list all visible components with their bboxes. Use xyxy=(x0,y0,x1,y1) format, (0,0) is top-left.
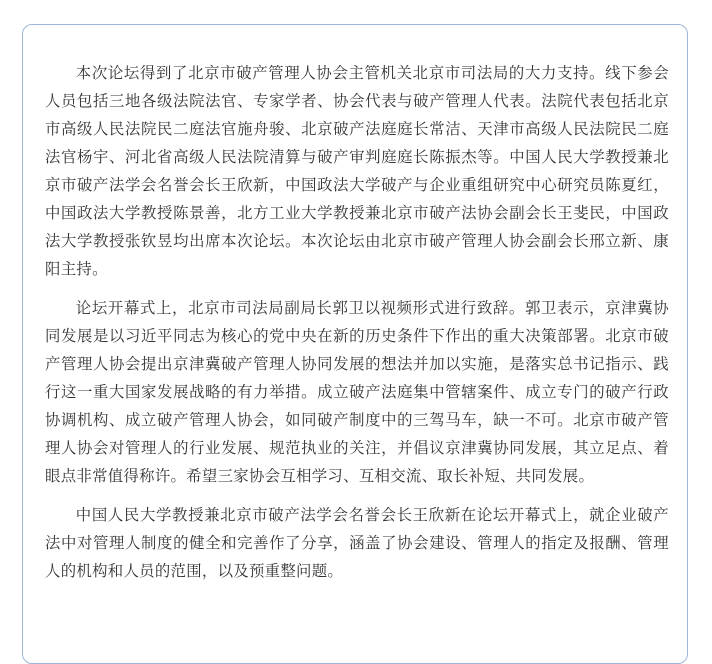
paragraph-forum-support: 本次论坛得到了北京市破产管理人协会主管机关北京市司法局的大力支持。线下参会人员包括三地各级法院法官、专家学者、协会代表与破产管理人代表。法院代表包括北京市高级人民法院民二庭法官施舟骏、北京破产法庭庭长常洁、天津市高级人民法院民二庭法官杨宇、河北省高级人民法院清算与破产审判庭庭长陈振杰等。中国人民大学教授兼北京市破产法学会名誉会长王欣新，中国政法大学破产与企业重组研究中心研究员陈夏红，中国政法大学教授陈景善，北方工业大学教授兼北京市破产法协会副会长王斐民，中国政法大学教授张钦昱均出席本次论坛。本次论坛由北京市破产管理人协会副会长邢立新、康阳主持。 xyxy=(45,64,669,278)
paragraph-opening-speech: 论坛开幕式上，北京市司法局副局长郭卫以视频形式进行致辞。郭卫表示，京津冀协同发展是以习近平同志为核心的党中央在新的历史条件下作出的重大决策部署。北京市破产管理人协会提出京津冀破产管理人协同发展的想法并加以实施，是落实总书记指示、践行这一重大国家发展战略的有力举措。成立破产法庭集中管辖案件、成立专门的破产行政协调机构、成立破产管理人协会，如同破产制度中的三驾马车，缺一不可。北京市破产管理人协会对管理人的行业发展、规范执业的关注，并倡议京津冀协同发展，其立足点、着眼点非常值得称许。希望三家协会互相学习、互相交流、取长补短、共同发展。 xyxy=(45,299,669,485)
article-card xyxy=(22,24,688,664)
paragraph-wang-xinxin-sharing: 中国人民大学教授兼北京市破产法学会名誉会长王欣新在论坛开幕式上，就企业破产法中对管理人制度的健全和完善作了分享，涵盖了协会建设、管理人的指定及报酬、管理人的机构和人员的范围，以及预重整问题。 xyxy=(45,506,669,580)
article-body xyxy=(45,59,669,596)
